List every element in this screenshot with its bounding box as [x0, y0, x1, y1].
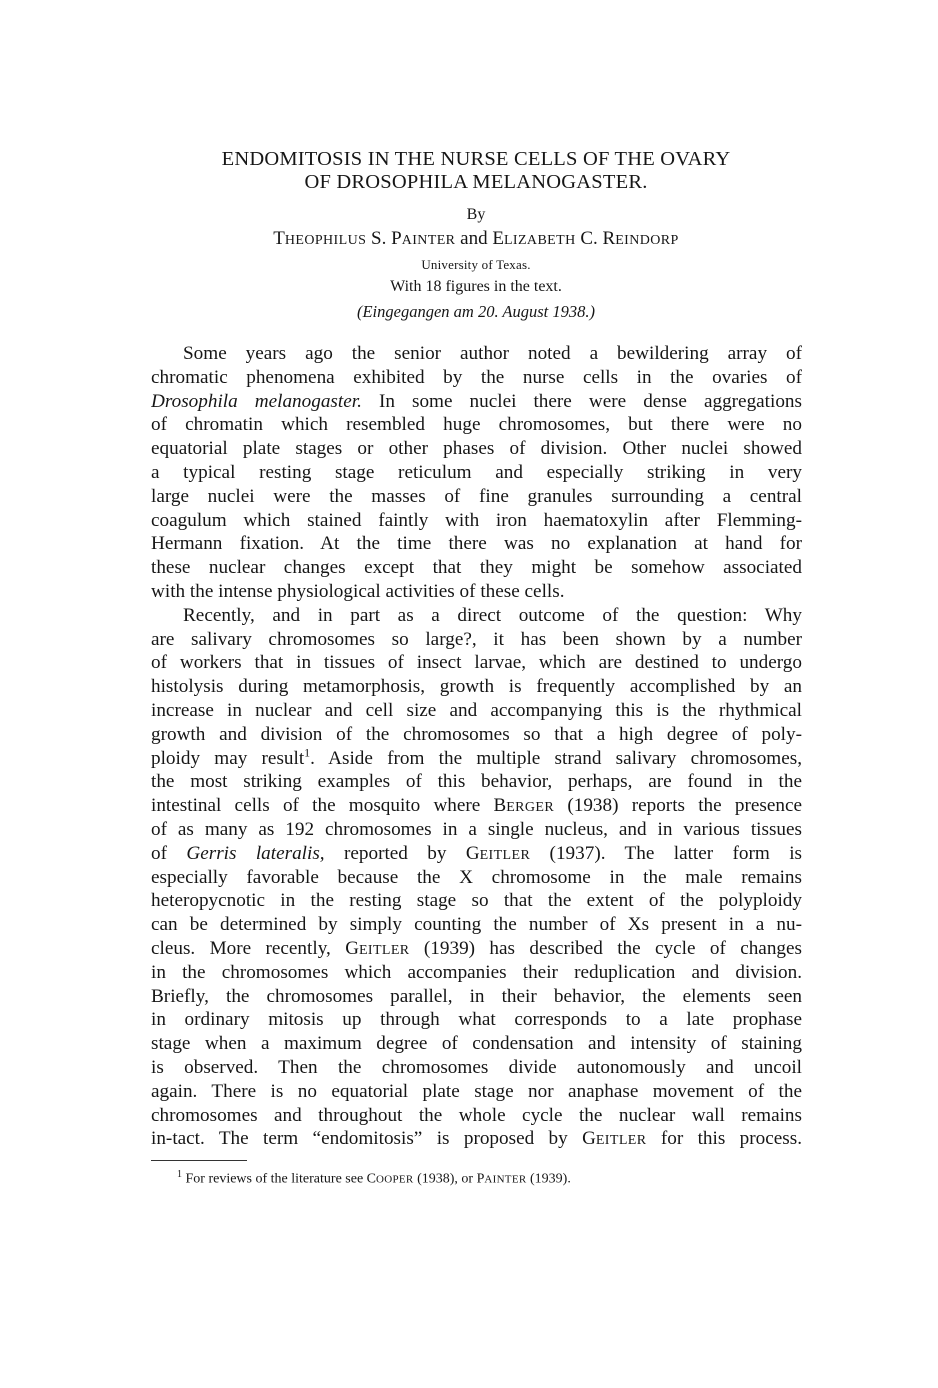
cited-author-initial: G: [345, 937, 359, 959]
author2-first-initial: E: [492, 228, 504, 249]
body-line: growth and division of the chromosomes so that a high degree of poly-: [151, 723, 802, 745]
line-text: for this process.: [646, 1128, 802, 1150]
author1-first-initial: T: [273, 228, 285, 249]
cited-author-initial: P: [476, 1171, 485, 1187]
author1-last-initial: P: [391, 228, 402, 249]
cited-author-rest: ERGER: [506, 800, 555, 816]
body-line: of workers that in tissues of insect larvae, which are destined to undergo: [151, 652, 802, 674]
received-date: (Eingegangen am 20. August 1938.): [356, 302, 595, 321]
line-text: (1939) has described the cycle of changes: [409, 937, 802, 959]
cited-author-initial: B: [493, 795, 507, 817]
body-line: again. There is no equatorial plate stage nor anaphase movement of the: [151, 1080, 802, 1102]
line-text: In some nuclei there were dense aggregations: [361, 390, 802, 412]
byline-label: By: [466, 206, 486, 223]
paper-title-line-1: ENDOMITOSIS IN THE NURSE CELLS OF THE OVARY: [221, 148, 731, 170]
footnote-text: (1938), or: [413, 1171, 477, 1187]
body-line: these nuclear changes except that they might be somehow associated: [151, 557, 802, 579]
body-line: Some years ago the senior author noted a bewildering array of: [183, 343, 802, 364]
body-line: chromatic phenomena exhibited by the nurse cells in the ovaries of: [151, 366, 802, 388]
body-line: increase in nuclear and cell size and accompanying this is the rhythmical: [151, 699, 802, 721]
cited-author-initial: C: [366, 1171, 376, 1187]
body-line: [151, 937, 802, 961]
author1-last-rest: AINTER: [401, 233, 456, 248]
author2-last-rest: EINDORP: [615, 233, 679, 248]
body-line: especially favorable because the X chromosome in the male remains: [151, 866, 802, 888]
body-line: [151, 747, 802, 771]
footnote-ref[interactable]: 1: [304, 746, 311, 760]
author1-middle: S.: [371, 228, 387, 249]
body-line: is observed. Then the chromosomes divide autonomously and uncoil: [151, 1056, 802, 1078]
body-line: stage when a maximum degree of condensation and intensity of staining: [151, 1033, 802, 1055]
body-line: in the chromosomes which accompanies their reduplication and division.: [151, 961, 802, 983]
body-line: of as many as 192 chromosomes in a single nucleus, and in various tissues: [151, 818, 802, 840]
body-line: equatorial plate stages or other phases of division. Other nuclei showed: [151, 438, 802, 460]
footnote-number: 1: [177, 1169, 182, 1180]
body-line: are salivary chromosomes so large?, it has been shown by a number: [151, 628, 802, 650]
line-text: intestinal cells of the mosquito where: [151, 795, 494, 817]
line-text: (1937). The latter form is: [530, 842, 802, 864]
cited-author-rest: EITLER: [479, 847, 531, 863]
body-line: Briefly, the chromosomes parallel, in their behavior, the elements seen: [151, 985, 802, 1007]
cited-author-rest: EITLER: [358, 942, 410, 958]
line-text: of: [151, 842, 187, 864]
body-line: [151, 842, 802, 866]
body-line: can be determined by simply counting the number of Xs present in a nu-: [151, 914, 802, 936]
line-text: cleus. More recently,: [151, 937, 346, 959]
footnote-divider: [151, 1160, 247, 1161]
affiliation: University of Texas.: [421, 257, 531, 272]
body-line: Hermann fixation. At the time there was no explanation at hand for: [151, 533, 802, 555]
species-name: Gerris lateralis,: [186, 842, 325, 864]
author-conjunction: and: [460, 228, 488, 249]
paper-title-line-2: OF DROSOPHILA MELANOGASTER.: [304, 171, 648, 193]
body-line: a typical resting stage reticulum and especially striking in very: [151, 461, 802, 483]
line-text: in-tact. The term “endomitosis” is proposed by: [151, 1128, 583, 1150]
body-line: Recently, and in part as a direct outcome of the question: Why: [183, 604, 802, 626]
footnote-text: For reviews of the literature see: [182, 1171, 367, 1187]
line-text: ploidy may result: [151, 747, 305, 769]
line-text: . Aside from the multiple strand salivary chromosomes,: [310, 747, 802, 769]
body-line: the most striking examples of this behavior, perhaps, are found in the: [151, 771, 802, 793]
cited-author-initial: G: [582, 1128, 596, 1150]
body-line: of chromatin which resembled huge chromosomes, but there were no: [151, 414, 802, 436]
body-text: [151, 342, 802, 1151]
cited-author-initial: G: [465, 842, 480, 864]
cited-author-rest: OOPER: [376, 1173, 414, 1186]
line-text: (1938) reports the presence: [554, 795, 802, 817]
body-line: coagulum which stained faintly with iron haematoxylin after Flemming-: [151, 509, 802, 531]
author2-last-initial: R: [602, 228, 616, 249]
species-name: Drosophila melanogaster.: [151, 390, 362, 412]
body-line: histolysis during metamorphosis, growth is frequently accomplished by an: [151, 676, 802, 698]
figures-note: With 18 figures in the text.: [390, 278, 562, 295]
line-text: reported by: [324, 842, 466, 864]
author2-first-rest: LIZABETH: [503, 233, 576, 248]
footnote: [177, 1166, 797, 1189]
cited-author-rest: EITLER: [595, 1133, 647, 1149]
body-line: [151, 1127, 802, 1151]
author1-first-rest: HEOPHILUS: [284, 233, 367, 248]
author2-middle: C.: [580, 228, 598, 249]
body-line: chromosomes and throughout the whole cycle the nuclear wall remains: [151, 1104, 802, 1126]
body-line: in ordinary mitosis up through what corresponds to a late prophase: [151, 1009, 802, 1031]
author-list: [150, 228, 802, 250]
body-line: heteropycnotic in the resting stage so that the extent of the polyploidy: [151, 890, 802, 912]
body-line: [151, 794, 802, 818]
cited-author-rest: AINTER: [484, 1173, 527, 1186]
footnote-text: (1939).: [526, 1171, 571, 1187]
body-line: large nuclei were the masses of fine granules surrounding a central: [151, 485, 802, 507]
body-line: with the intense physiological activities of these cells.: [151, 580, 565, 602]
body-line: [151, 390, 802, 414]
